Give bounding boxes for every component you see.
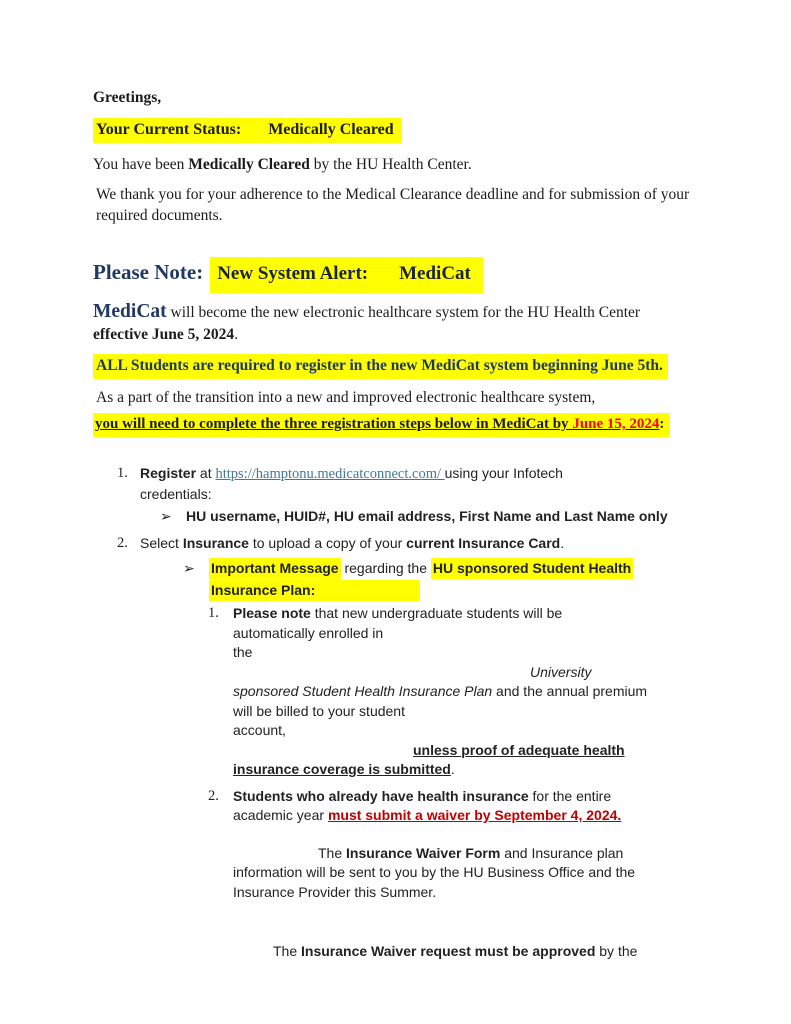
step-2: [117, 534, 695, 554]
deadline-underlined: [95, 416, 659, 432]
waiver-line-2: information will be sent to you by the HU Business Office and the: [233, 864, 636, 880]
deadline-highlight: [93, 413, 670, 437]
status-value: Medically Cleared: [268, 121, 394, 138]
status-line: [93, 118, 695, 143]
sub1-line-2: automatically enrolled in: [233, 624, 384, 641]
step-2-content: [140, 534, 695, 554]
important-mid: regarding the: [340, 560, 431, 576]
arrow-bullet-icon: ➢: [160, 508, 172, 524]
unless-proof-underline: unless proof of adequate health: [413, 741, 625, 758]
step-1-line-1: [140, 464, 695, 485]
sub2-line-1-rest: for the entire: [528, 787, 612, 804]
system-alert-banner: [210, 257, 483, 293]
step-1-at: at: [196, 465, 216, 481]
approval-post: by the: [595, 943, 638, 959]
waiver-line-1-rest: and Insurance plan: [500, 844, 624, 861]
coverage-underline: insurance coverage is submitted: [233, 761, 451, 777]
medicat-rest: will become the new electronic healthcare system for the HU Health Center: [166, 304, 641, 321]
step-2-period: .: [560, 534, 565, 551]
cleared-post: by the HU Health Center.: [309, 156, 472, 173]
sub1-line-5-rest: and the annual premium: [492, 683, 648, 699]
sub2-line-2: [233, 806, 681, 826]
sub-item-1-number: 1.: [208, 605, 219, 621]
effective-date: effective June 5, 2024: [93, 326, 235, 343]
cleared-line: [93, 155, 695, 175]
insurance-card-label: current Insurance Card: [406, 534, 561, 551]
step-1-rest: using your Infotech: [444, 465, 563, 481]
sub1-line-7: account,: [233, 722, 286, 738]
sub1-line-8: [233, 741, 681, 761]
status-highlight: [93, 118, 402, 143]
sub-item-2: [208, 787, 695, 826]
sub1-line-6: will be billed to your student: [233, 702, 405, 719]
sub1-line-1-rest: that new undergraduate students will be: [310, 605, 563, 621]
medicat-registration-link[interactable]: https://hamptonu.medicatconnect.com/: [215, 466, 445, 482]
sub-item-2-content: [233, 787, 681, 826]
step-1: [117, 464, 695, 527]
cleared-bold: Medically Cleared: [188, 156, 310, 173]
sub-item-2-number: 2.: [208, 787, 219, 804]
medicat-paragraph: [93, 301, 695, 346]
hu-plan-highlight-a: HU sponsored Student Health: [431, 558, 633, 579]
waiver-info-paragraph: [233, 844, 683, 903]
approval-bold: Insurance Waiver request must be approved: [301, 943, 596, 959]
cleared-pre: You have been: [93, 156, 189, 173]
plan-name-italic: sponsored Student Health Insurance Plan: [233, 683, 493, 699]
sub-item-1: [208, 604, 695, 780]
all-students-line: [93, 354, 695, 379]
please-note-bold: Please note: [233, 605, 311, 621]
important-line-1: [209, 559, 633, 579]
banner-label: New System Alert:: [217, 263, 369, 284]
insurance-sub-list: [208, 604, 695, 826]
sub2-line-1: [233, 787, 681, 807]
important-message-bullet: [183, 559, 695, 600]
approval-line: [273, 942, 695, 962]
thanks-paragraph: We thank you for your adherence to the Medical Clearance deadline and for submission of your required documents.: [96, 186, 690, 224]
effective-period: .: [234, 326, 239, 343]
deadline-line: [93, 413, 695, 437]
status-label: Your Current Status:: [96, 121, 242, 138]
sub1-line-3: the: [233, 644, 253, 660]
waiver-line-1-pre: The: [318, 844, 347, 861]
step-2-select: Select: [140, 534, 183, 551]
deadline-date: June 15, 2024: [572, 416, 660, 432]
registration-steps-list: [93, 464, 695, 962]
deadline-colon: :: [659, 416, 665, 432]
insurance-label: Insurance: [182, 534, 249, 551]
step-2-mid: to upload a copy of your: [248, 534, 407, 551]
step-2-number: 2.: [117, 534, 128, 551]
waiver-deadline-red: must submit a waiver by September 4, 2024.: [327, 807, 622, 823]
hu-plan-highlight-b: Insurance Plan:: [209, 580, 420, 601]
greeting: Greetings,: [93, 89, 162, 106]
important-message-highlight: Important Message: [209, 558, 341, 579]
waiver-line-3: Insurance Provider this Summer.: [233, 883, 437, 900]
arrow-bullet-icon: ➢: [183, 560, 195, 576]
sub1-line-5: [233, 682, 681, 702]
sub1-line-4: University: [530, 663, 592, 680]
step-1-bullet: [160, 507, 695, 527]
step-1-number: 1.: [117, 465, 128, 481]
sub-item-1-content: [233, 604, 681, 780]
step-1-line-2: credentials:: [140, 485, 212, 502]
waiver-line-1: [233, 844, 683, 864]
sub1-line-9: [233, 760, 681, 780]
credentials-list: HU username, HUID#, HU email address, First Name and Last Name only: [186, 508, 668, 524]
alert-heading: [93, 257, 695, 293]
register-label: Register: [140, 465, 197, 481]
important-line-2: [209, 581, 633, 601]
step-1-content: [140, 464, 695, 527]
approval-pre: The: [273, 943, 302, 959]
please-note-label: Please Note:: [93, 260, 204, 284]
all-students-highlight: ALL Students are required to register in the new MediCat system beginning June 5th.: [93, 354, 668, 379]
medicat-brand: MediCat: [93, 301, 167, 322]
students-insurance-bold: Students who already have health insurance: [233, 787, 529, 804]
sub2-line-2-pre: academic year: [233, 807, 328, 823]
important-message-content: [209, 559, 633, 600]
deadline-main: you will need to complete the three registration steps below in MediCat by: [95, 416, 573, 432]
waiver-form-bold: Insurance Waiver Form: [346, 844, 501, 861]
transition-line: As a part of the transition into a new and improved electronic healthcare system,: [96, 389, 596, 406]
banner-value: MediCat: [399, 263, 471, 284]
sub1-line-9-period: .: [450, 761, 455, 777]
sub1-line-1: [233, 604, 681, 624]
